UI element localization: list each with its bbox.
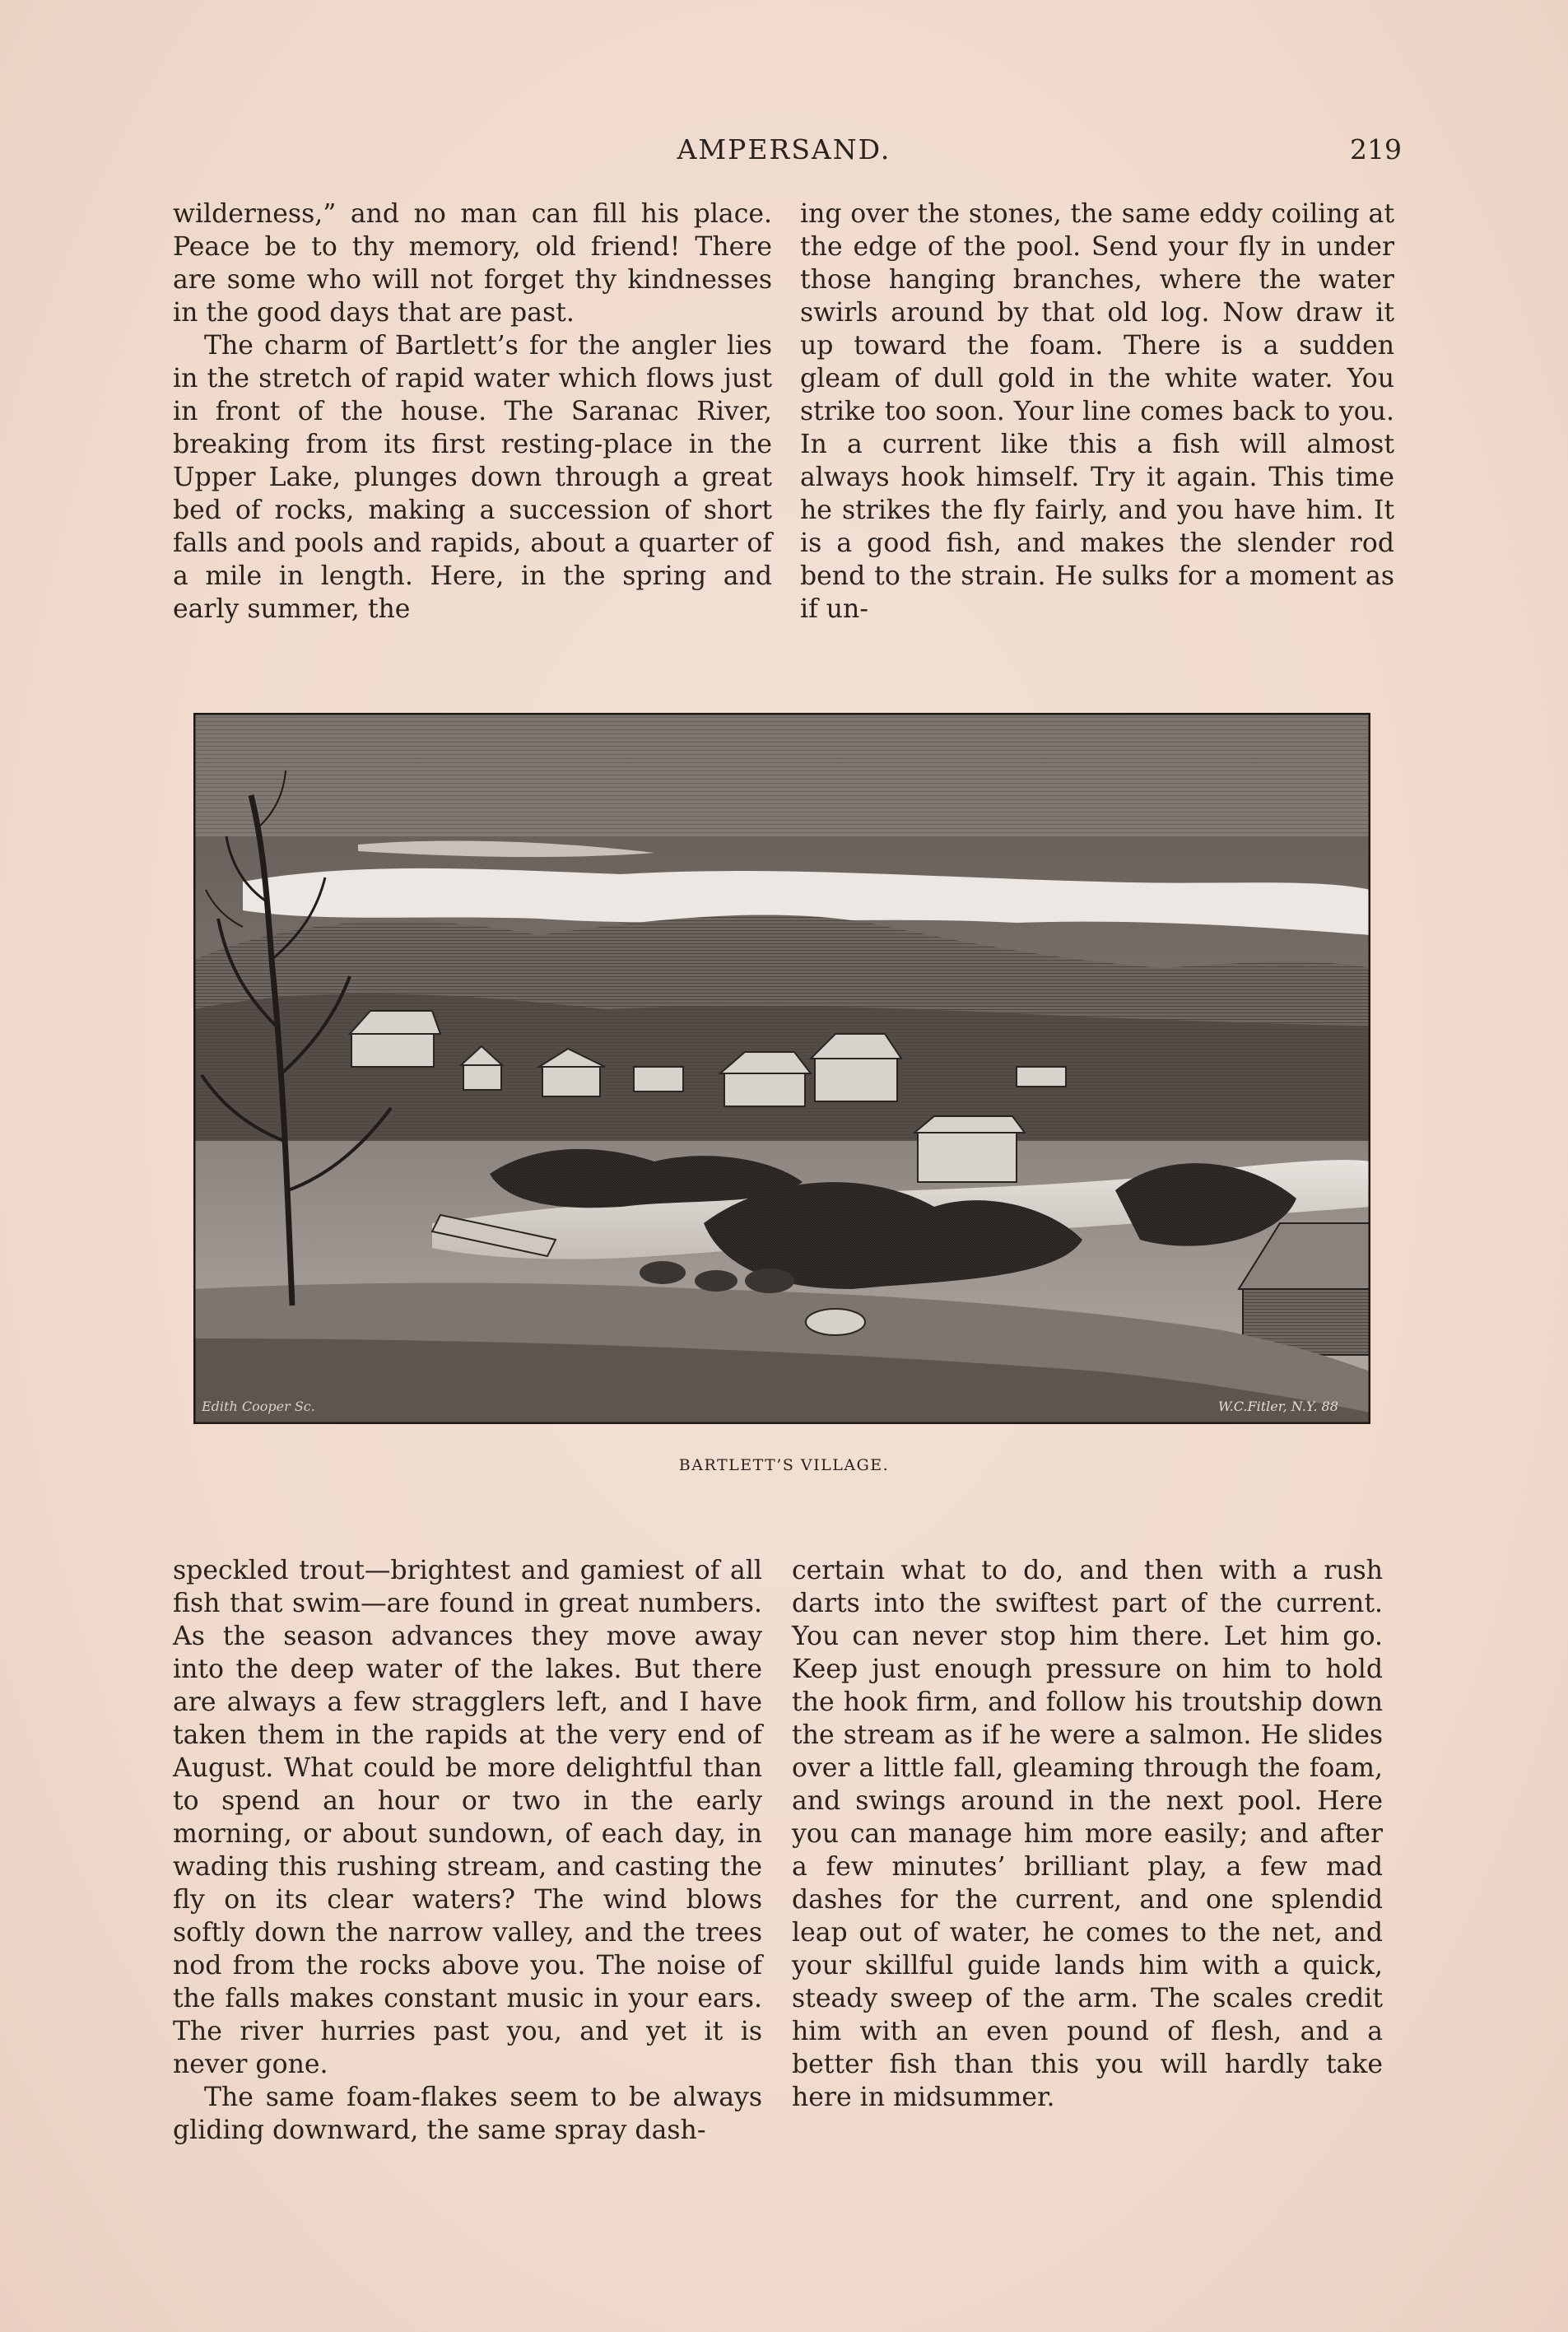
paragraph: wilderness,” and no man can fill his place. Peace be to thy memory, old friend! There are some who will not forget thy kindnesses in the good days that are past. <box>173 199 772 328</box>
top-left-column <box>173 198 772 626</box>
paragraph: The charm of Bartlett’s for the angler lies in the stretch of rapid water which flows just in front of the house. The Saranac River, breaking from its first resting-place in the Upper Lake, plunges down through a great bed of rocks, making a succession of short falls and pools and rapids, about a quarter of a mile in length. Here, in the spring and early summer, the <box>173 331 772 624</box>
paragraph: speckled trout—brightest and gamiest of all fish that swim—are found in great numbers. As the season advances they move away into the deep water of the lakes. But there are always a few stragglers left, and I have taken them in the rapids at the very end of August. What could be more delightful than to spend an hour or two in the early morning, or about sundown, of each day, in wading this rushing stream, and casting the fly on its clear waters? The wind blows softly down the narrow valley, and the trees nod from the rocks above you. The noise of the falls makes constant music in your ears. The river hurries past you, and yet it is never gone. <box>173 1556 762 2079</box>
running-title: AMPERSAND. <box>677 133 891 165</box>
bottom-right-column <box>792 1554 1383 2114</box>
paragraph: certain what to do, and then with a rush darts into the swiftest part of the current. You can never stop him there. Let him go. Keep just enough pressure on him to hold the hook firm, and follow his troutship down the stream as if he were a salmon. He slides over a little fall, gleaming through the foam, and swings around in the next pool. Here you can manage him more easily; and after a few minutes’ brilliant play, a few mad dashes for the current, and one splendid leap out of water, he comes to the net, and your skillful guide lands him with a quick, steady sweep of the arm. The scales credit him with an even pound of flesh, and a better fish than this you will hardly take here in midsummer. <box>792 1556 1383 2112</box>
engraving-illustration <box>193 713 1370 1424</box>
bottom-left-column <box>173 1554 762 2147</box>
paragraph: ing over the stones, the same eddy coiling at the edge of the pool. Send your fly in under those hanging branches, where the water swirls around by that old log. Now draw it up toward the foam. There is a sudden gleam of dull gold in the white water. You strike too soon. Your line comes back to you. In a current like this a fish will almost always hook himself. Try it again. This time he strikes the fly fairly, and you have him. It is a good fish, and makes the slender rod bend to the strain. He sulks for a moment as if un- <box>800 199 1394 624</box>
figure-caption: BARTLETT’S VILLAGE. <box>678 1456 890 1474</box>
village-engraving <box>193 713 1370 1424</box>
engraver-signature: Edith Cooper Sc. <box>202 1399 315 1414</box>
artist-signature: W.C.Fitler, N.Y. 88 <box>1218 1399 1338 1414</box>
top-right-column <box>800 198 1394 626</box>
running-head <box>0 133 1568 175</box>
paragraph: The same foam-flakes seem to be always gliding downward, the same spray dash- <box>173 2083 762 2145</box>
page-number: 219 <box>1350 133 1402 165</box>
